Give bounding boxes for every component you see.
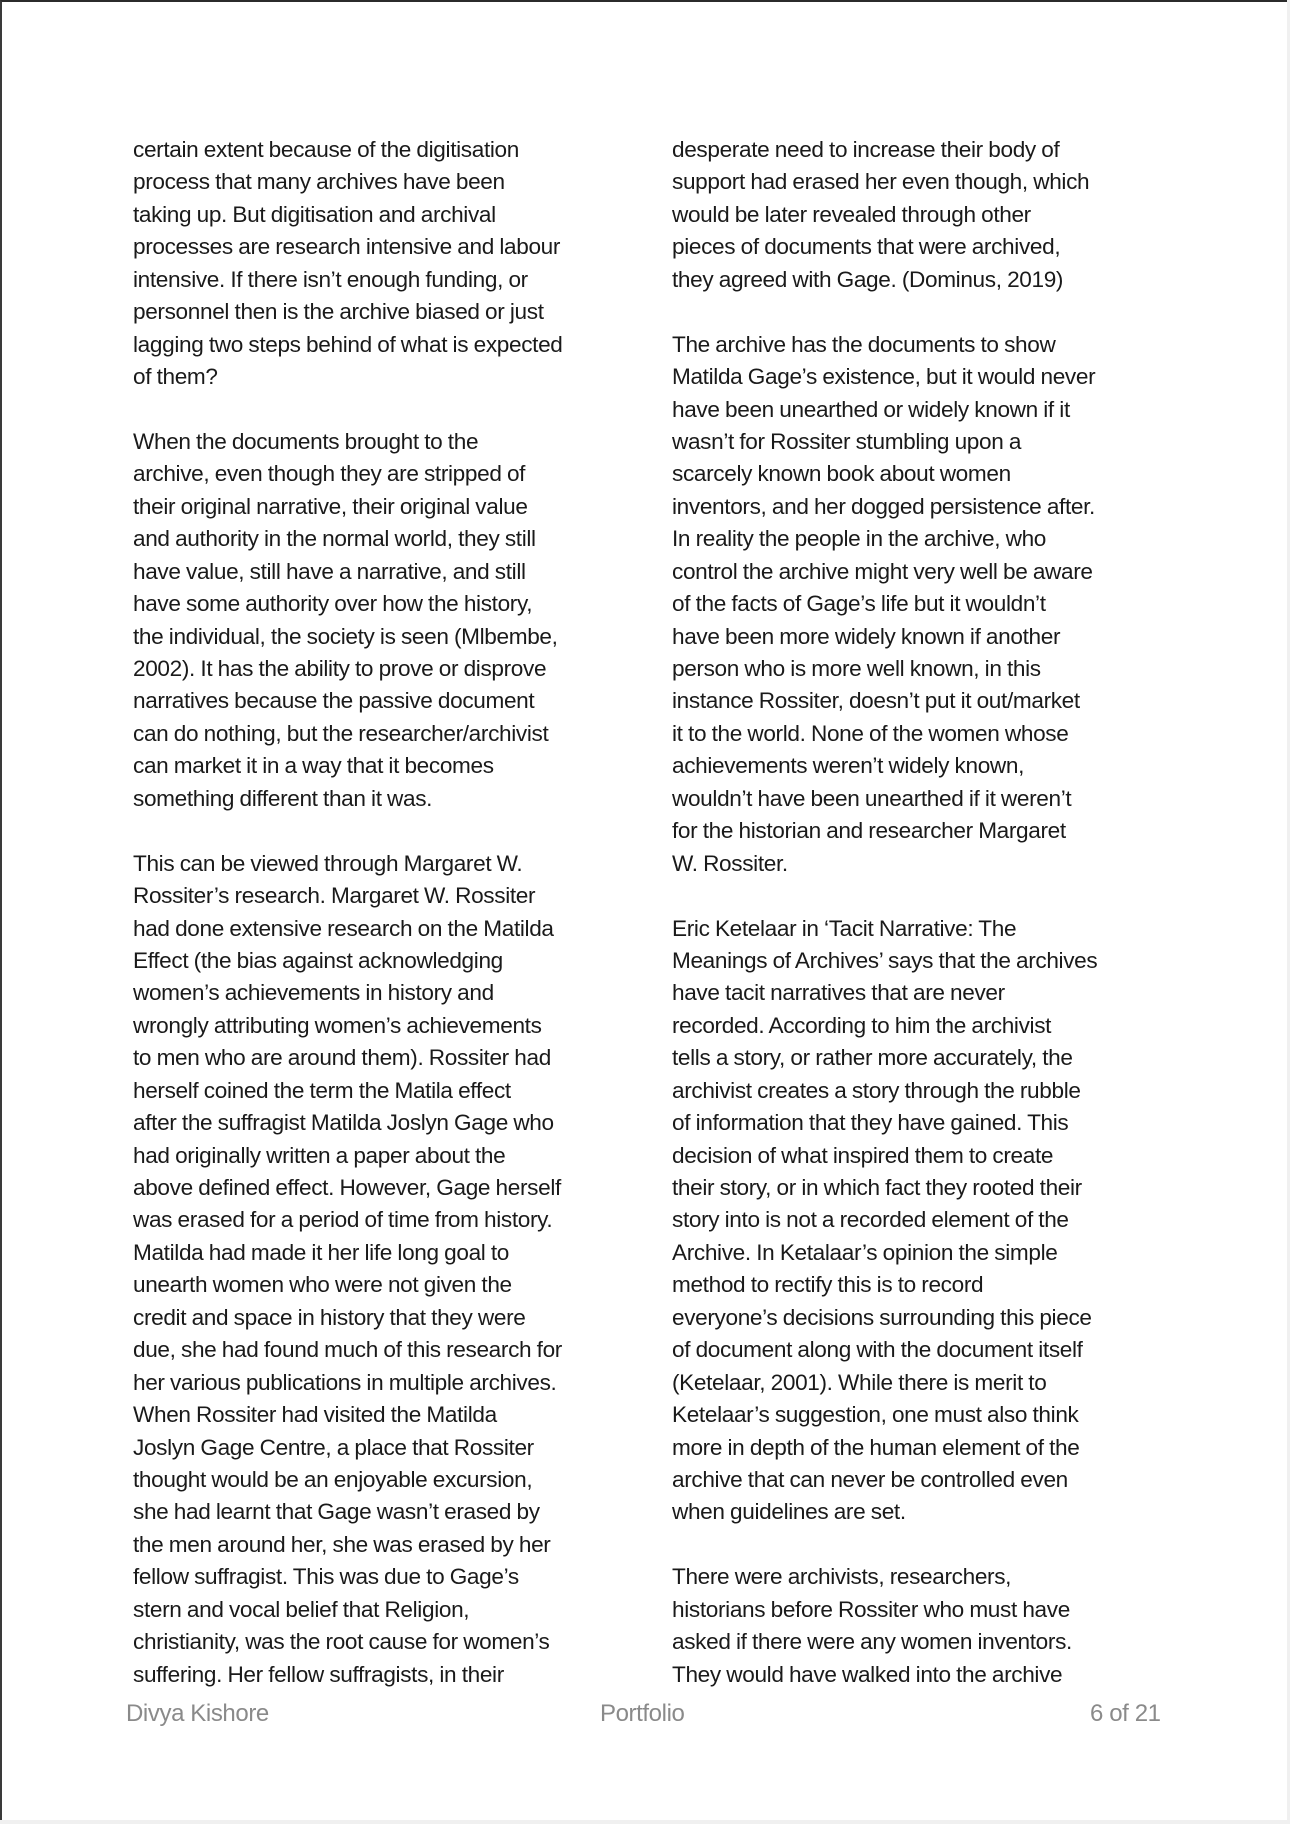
text-line: inventors, and her dogged persistence after. — [672, 493, 1095, 519]
text-line: can do nothing, but the researcher/archivist — [133, 720, 549, 746]
text-line: When Rossiter had visited the Matilda — [133, 1402, 497, 1428]
text-line: the individual, the society is seen (Mlbembe, — [133, 623, 558, 649]
text-line: They would have walked into the archive — [672, 1661, 1063, 1687]
text-line: wrongly attributing women’s achievements — [133, 1012, 542, 1038]
text-line: her various publications in multiple archives. — [133, 1369, 557, 1395]
text-line: story into is not a recorded element of the — [672, 1207, 1069, 1233]
text-line: This can be viewed through Margaret W. — [133, 850, 523, 876]
text-line: the men around her, she was erased by her — [133, 1531, 551, 1557]
text-line: thought would be an enjoyable excursion, — [133, 1466, 533, 1492]
text-line: women’s achievements in history and — [133, 980, 494, 1006]
text-line: 2002). It has the ability to prove or disprove — [133, 656, 547, 681]
text-line: have been more widely known if another — [672, 623, 1061, 649]
text-line: person who is more well known, in this — [672, 656, 1041, 681]
paragraph-gap — [133, 815, 633, 847]
text-line: narratives because the passive document — [133, 688, 535, 714]
text-line: suffering. Her fellow suffragists, in their — [133, 1661, 504, 1687]
text-line: instance Rossiter, doesn’t put it out/market — [672, 688, 1080, 714]
paragraph-gap — [133, 394, 633, 426]
text-line: control the archive might very well be aware — [672, 558, 1093, 584]
text-line: When the documents brought to the — [133, 428, 479, 454]
text-line: she had learnt that Gage wasn’t erased by — [133, 1499, 540, 1525]
text-line: had done extensive research on the Matilda — [133, 915, 554, 941]
text-line: There were archivists, researchers, — [672, 1564, 1012, 1590]
text-line: Meanings of Archives’ says that the archives — [672, 947, 1098, 973]
paragraph-archivists-before — [672, 1561, 1172, 1691]
text-line: christianity, was the root cause for women’s — [133, 1629, 550, 1655]
text-line: certain extent because of the digitisation — [133, 137, 519, 162]
footer-author: Divya Kishore — [126, 1700, 269, 1727]
text-line: desperate need to increase their body of — [672, 137, 1060, 162]
text-line: herself coined the term the Matila effect — [133, 1077, 511, 1103]
text-line: stern and vocal belief that Religion, — [133, 1596, 470, 1622]
paragraph-ketelaar — [672, 913, 1172, 1529]
text-line: was erased for a period of time from history. — [133, 1207, 553, 1233]
text-line: wouldn’t have been unearthed if it weren’t — [672, 785, 1072, 811]
right-column — [672, 134, 1172, 1691]
text-line: Archive. In Ketalaar’s opinion the simple — [672, 1239, 1058, 1265]
paragraph-suffragists-continued — [672, 134, 1172, 296]
paragraph-documents-narrative — [133, 426, 633, 815]
text-line: have value, still have a narrative, and still — [133, 558, 526, 584]
paragraph-gap — [672, 1529, 1172, 1561]
text-line: of document along with the document itself — [672, 1337, 1083, 1363]
text-line: archive that can never be controlled even — [672, 1466, 1068, 1492]
text-line: had originally written a paper about the — [133, 1142, 506, 1168]
text-line: everyone’s decisions surrounding this piece — [672, 1304, 1092, 1330]
text-line: taking up. But digitisation and archival — [133, 201, 496, 227]
text-line: they agreed with Gage. (Dominus, 2019) — [672, 266, 1064, 292]
text-line: after the suffragist Matilda Joslyn Gage who — [133, 1110, 554, 1136]
text-line: processes are research intensive and labour — [133, 234, 561, 260]
text-line: have been unearthed or widely known if it — [672, 396, 1070, 422]
text-line: (Ketelaar, 2001). While there is merit to — [672, 1369, 1047, 1395]
text-line: archivist creates a story through the rubble — [672, 1077, 1081, 1103]
text-line: Effect (the bias against acknowledging — [133, 947, 503, 973]
text-line: Rossiter’s research. Margaret W. Rossiter — [133, 883, 536, 909]
text-line: unearth women who were not given the — [133, 1272, 512, 1298]
text-line: their story, or in which fact they rooted their — [672, 1175, 1082, 1200]
text-line: method to rectify this is to record — [672, 1272, 984, 1298]
text-line: process that many archives have been — [133, 169, 505, 195]
text-line: decision of what inspired them to create — [672, 1142, 1054, 1168]
text-line: fellow suffragist. This was due to Gage’s — [133, 1564, 519, 1590]
text-line: wasn’t for Rossiter stumbling upon a — [672, 428, 1022, 454]
text-line: their original narrative, their original value — [133, 493, 528, 519]
text-line: personnel then is the archive biased or just — [133, 299, 544, 325]
text-line: of the facts of Gage’s life but it wouldn’t — [672, 591, 1046, 617]
text-line: achievements weren’t widely known, — [672, 753, 1025, 779]
text-line: archive, even though they are stripped of — [133, 461, 526, 487]
text-line: The archive has the documents to show — [672, 331, 1056, 357]
text-line: Eric Ketelaar in ‘Tacit Narrative: The — [672, 915, 1017, 941]
text-line: Matilda Gage’s existence, but it would never — [672, 364, 1096, 390]
text-line: have some authority over how the history, — [133, 591, 533, 617]
text-line: above defined effect. However, Gage herself — [133, 1175, 561, 1200]
paragraph-gap — [672, 296, 1172, 328]
text-line: Ketelaar’s suggestion, one must also think — [672, 1402, 1079, 1428]
text-line: support had erased her even though, which — [672, 169, 1090, 195]
text-line: Joslyn Gage Centre, a place that Rossiter — [133, 1434, 534, 1460]
text-line: In reality the people in the archive, who — [672, 526, 1047, 552]
text-line: for the historian and researcher Margaret — [672, 818, 1066, 844]
text-line: to men who are around them). Rossiter had — [133, 1045, 551, 1071]
paragraph-gage-existence — [672, 329, 1172, 880]
paragraph-rossiter-research — [133, 848, 633, 1691]
text-line: more in depth of the human element of the — [672, 1434, 1080, 1460]
text-line: tells a story, or rather more accurately, the — [672, 1045, 1073, 1071]
text-line: W. Rossiter. — [672, 850, 788, 876]
text-line: and authority in the normal world, they still — [133, 526, 536, 552]
text-line: Matilda had made it her life long goal to — [133, 1239, 510, 1265]
text-line: historians before Rossiter who must have — [672, 1596, 1070, 1622]
page-number: 6 of 21 — [1090, 1700, 1161, 1727]
text-line: can market it in a way that it becomes — [133, 753, 494, 779]
text-line: recorded. According to him the archivist — [672, 1012, 1052, 1038]
text-line: it to the world. None of the women whose — [672, 720, 1069, 746]
text-line: due, she had found much of this research for — [133, 1337, 562, 1363]
text-line: credit and space in history that they were — [133, 1304, 526, 1330]
text-line: intensive. If there isn’t enough funding, or — [133, 266, 528, 292]
text-line: lagging two steps behind of what is expected — [133, 331, 563, 357]
text-line: would be later revealed through other — [672, 201, 1031, 227]
text-line: of information that they have gained. This — [672, 1110, 1069, 1136]
text-line: of them? — [133, 364, 218, 390]
text-line: when guidelines are set. — [672, 1499, 906, 1525]
text-line: have tacit narratives that are never — [672, 980, 1005, 1006]
paragraph-digitisation — [133, 134, 633, 394]
footer-title: Portfolio — [600, 1700, 685, 1727]
text-line: pieces of documents that were archived, — [672, 234, 1061, 260]
text-line: something different than it was. — [133, 785, 433, 811]
text-line: asked if there were any women inventors. — [672, 1629, 1072, 1655]
text-line: scarcely known book about women — [672, 461, 1011, 487]
paragraph-gap — [672, 880, 1172, 912]
left-column — [133, 134, 633, 1691]
